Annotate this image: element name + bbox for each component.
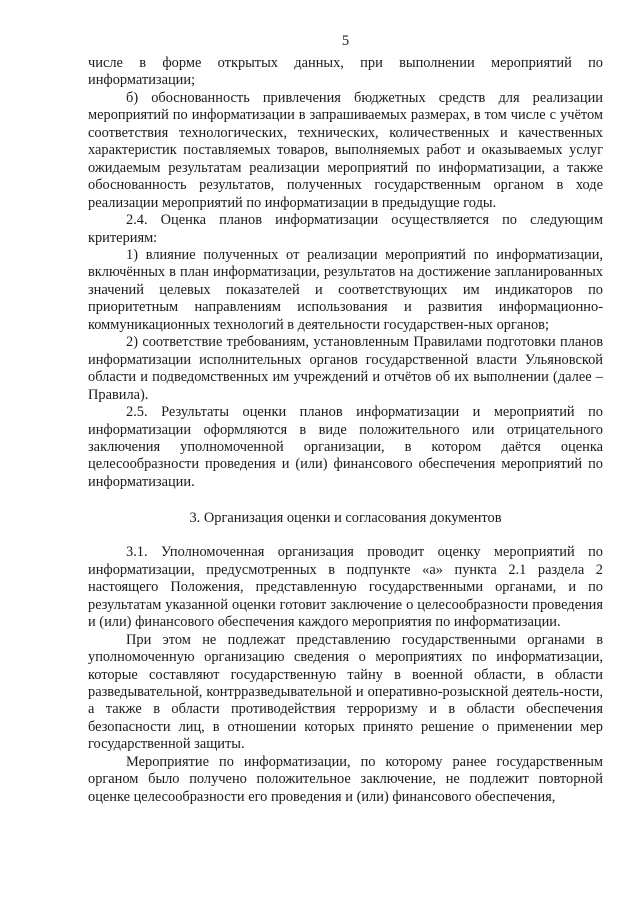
section-heading: 3. Организация оценки и согласования документов	[189, 510, 502, 527]
document-body	[88, 55, 603, 806]
paragraph-3-1: 3.1. Уполномоченная организация проводит оценку мероприятий по информатизации, предусмотренных в подпункте «а» пункта 2.1 раздела 2 настоящего Положения, представленную государственными органами, и по результатам указанной оценки готовит заключение о целесообразности проведения и (или) финансового обеспечения каждого мероприятия по информатизации.	[88, 544, 603, 631]
paragraph-b-justification: б) обоснованность привлечения бюджетных средств для реализации мероприятий по информатизации в запрашиваемых размерах, в том числе с учётом соответствия технологических, технических, количественных и качественных характеристик поставляемых товаров, выполняемых работ и оказываемых услуг ожидаемым результатам реализации мероприятий по информатизации, а также обоснованность результатов, полученных государственным органом в ходе реализации мероприятий по информатизации в предыдущие годы.	[88, 89, 603, 211]
page-number: 5	[341, 33, 350, 49]
paragraph-2-5: 2.5. Результаты оценки планов информатизации и мероприятий по информатизации оформляются в виде положительного или отрицательного заключения уполномоченной организации, в котором даётся оценка целесообразности проведения и (или) финансового обеспечения мероприятий по информатизации.	[88, 404, 603, 490]
paragraph-repeat-assessment: Мероприятие по информатизации, по которому ранее государственным органом было получено положительное заключение, не подлежит повторной оценке целесообразности его проведения и (или) финансового обеспечения,	[88, 753, 603, 805]
paragraph-exclusions: При этом не подлежат представлению государственными органами в уполномоченную организацию сведения о мероприятиях по информатизации, которые составляют государственную тайну в военной области, в области разведывательной, контрразведывательной и оперативно-розыскной деятель-ности, а также в области противодействия терроризму и в области обеспечения безопасности лиц, в отношении которых принято решение о применении мер государственной защиты.	[88, 631, 603, 753]
paragraph-criterion-1: 1) влияние полученных от реализации мероприятий по информатизации, включённых в план информатизации, результатов на достижение запланированных значений целевых показателей и соответствующих им индикаторов по приоритетным направлениям использования и развития информационно-коммуникационных технологий в деятельности государствен-ных органов;	[88, 246, 603, 333]
paragraph-criterion-2: 2) соответствие требованиям, установленным Правилами подготовки планов информатизации исполнительных органов государственной власти Ульяновской области и подведомственных им учреждений и отчётов об их выполнении (далее – Правила).	[88, 334, 603, 403]
paragraph-2-4: 2.4. Оценка планов информатизации осуществляется по следующим критериям:	[88, 212, 603, 246]
paragraph-continuation: числе в форме открытых данных, при выполнении мероприятий по информатизации;	[88, 55, 603, 89]
